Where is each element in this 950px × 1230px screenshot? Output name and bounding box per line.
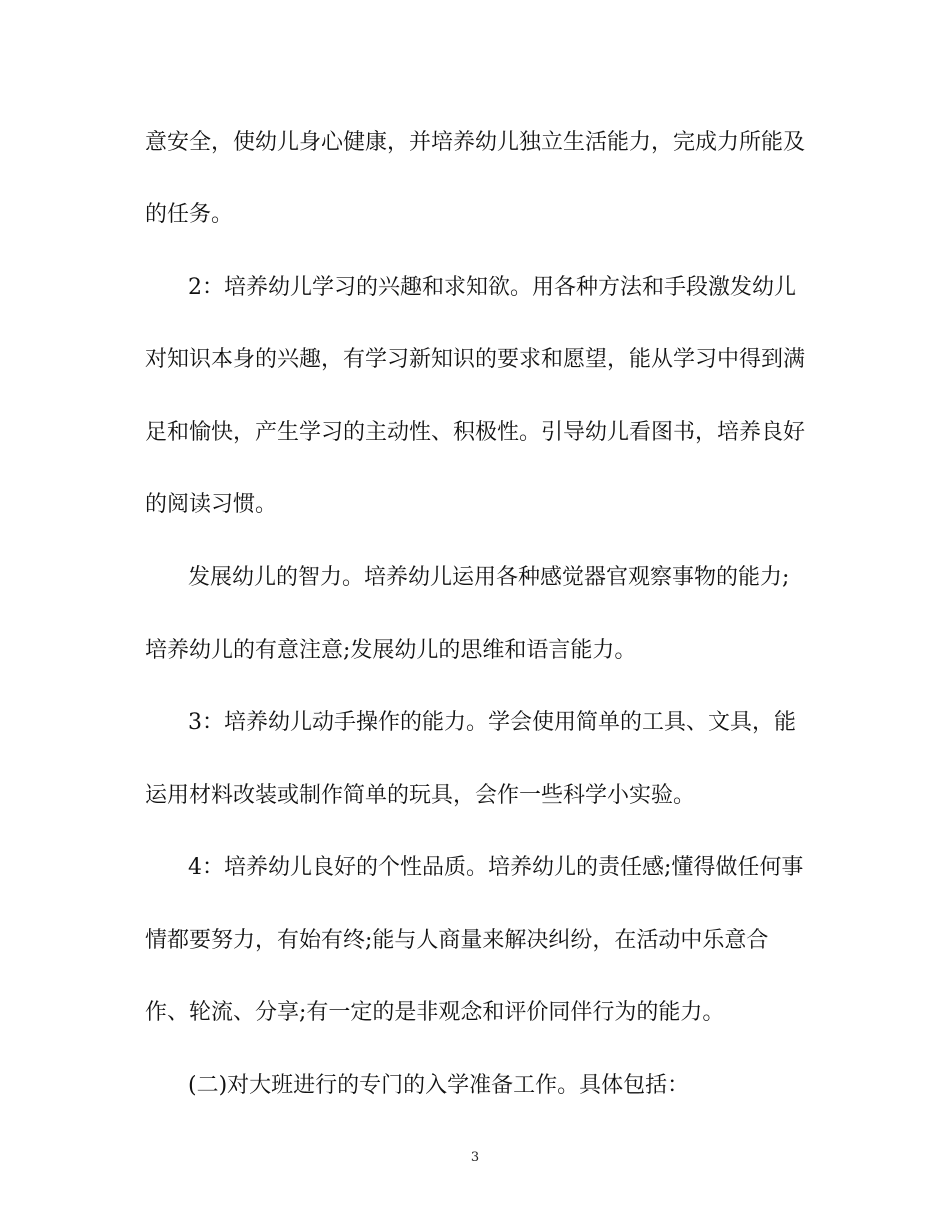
text-line: 足和愉快，产生学习的主动性、积极性。引导幼儿看图书，培养良好 xyxy=(145,420,806,445)
text-line: 对知识本身的兴趣，有学习新知识的要求和愿望，能从学习中得到满 xyxy=(145,347,806,372)
text-line: 作、轮流、分享;有一定的是非观念和评价同伴行为的能力。 xyxy=(145,1000,725,1025)
text-line: 意安全，使幼儿身心健康，并培养幼儿独立生活能力，完成力所能及 xyxy=(145,130,806,155)
text-line: 发展幼儿的智力。培养幼儿运用各种感觉器官观察事物的能力; xyxy=(188,565,790,590)
text-line: 的阅读习惯。 xyxy=(145,492,278,517)
text-line: 的任务。 xyxy=(145,202,234,227)
text-line: 情都要努力，有始有终;能与人商量来解决纠纷，在活动中乐意合 xyxy=(145,928,769,953)
text-line: 3：培养幼儿动手操作的能力。学会使用简单的工具、文具，能 xyxy=(188,710,796,735)
page-number: 3 xyxy=(470,1150,480,1165)
text-line: 4：培养幼儿良好的个性品质。培养幼儿的责任感;懂得做任何事 xyxy=(188,855,804,880)
text-line: (二)对大班进行的专门的入学准备工作。具体包括： xyxy=(188,1073,690,1098)
text-line: 2：培养幼儿学习的兴趣和求知欲。用各种方法和手段激发幼儿 xyxy=(188,275,796,300)
text-line: 运用材料改装或制作简单的玩具，会作一些科学小实验。 xyxy=(145,783,696,808)
text-line: 培养幼儿的有意注意;发展幼儿的思维和语言能力。 xyxy=(145,638,637,663)
